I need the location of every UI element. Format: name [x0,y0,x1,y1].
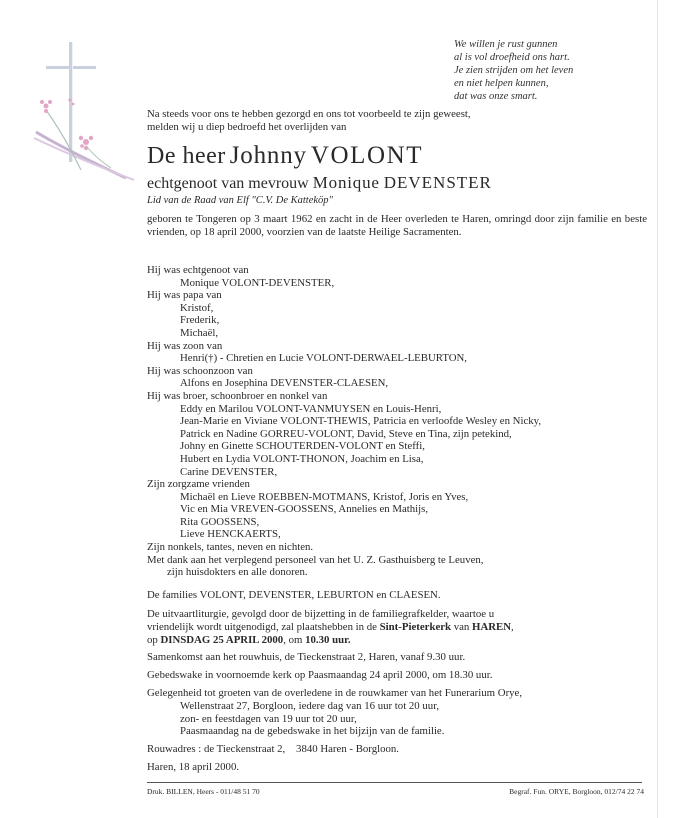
intro-line: melden wij u diep bedroefd het overlijden van [147,120,347,133]
mourning-address [147,743,647,756]
poem-line: al is vol droefheid ons hart. [454,52,570,63]
funeral-text: van [451,620,473,633]
funeral-date: DINSDAG 25 APRIL 2000 [160,633,284,646]
intro-line: Na steeds voor ons te hebben gezorgd en ons tot voorbeeld te zijn geweest, [147,108,471,120]
place-name: HAREN [472,620,512,633]
page-edge [657,0,658,818]
gathering-line: Samenkomst aan het rouwhuis, de Tieckenstraat 2, Haren, vanaf 9.30 uur. [147,651,466,664]
family-line: Monique VOLONT-DEVENSTER, [180,276,335,289]
family-line: zijn huisdokters en alle donoren. [167,566,308,579]
visitation-line: zon- en feestdagen van 19 uur tot 20 uur, [180,712,357,725]
spouse-first-name: Monique [312,173,380,192]
funeral-time: 10.30 uur. [305,633,351,646]
poem [454,38,573,103]
visitation-line: Wellenstraat 27, Borgloon, iedere dag van 16 uur tot 20 uur, [180,699,440,712]
deceased-name [147,142,423,170]
family-line: Frederik, [180,314,220,327]
address-city: 3840 Haren - Borgloon. [296,743,400,756]
family-list [147,264,647,579]
funeral-line: De uitvaartliturgie, gevolgd door de bijzetting in de familiegrafkelder, waartoe u [147,608,495,620]
intro [147,108,647,134]
spouse-name [147,173,492,193]
poem-line: en niet helpen kunnen, [454,78,549,89]
family-line: Hubert en Lydia VOLONT-THONON, Joachim en Lisa, [180,452,424,465]
funeral-text: , om [283,633,306,646]
families-line: De families VOLONT, DEVENSTER, LEBURTON en CLAESEN. [147,589,441,601]
family-line: Hij was zoon van [147,339,223,352]
family-line: Eddy en Marilou VOLONT-VANMUYSEN en Louis-Henri, [180,402,442,415]
family-line: Patrick en Nadine GORREU-VOLONT, David, Steve en Tina, zijn petekind, [180,427,512,440]
spouse-last-name: DEVENSTER [383,173,492,192]
family-line: Henri(†) - Chretien en Lucie VOLONT-DERWAEL-LEBURTON, [180,352,468,365]
family-line: Johny en Ginette SCHOUTERDEN-VOLONT en Steffi, [180,440,425,453]
family-line: Vic en Mia VREVEN-GOOSSENS, Annelies en Mathijs, [180,503,429,516]
footer-divider [147,782,642,783]
deceased-prefix: De heer [147,143,226,169]
address-label: Rouwadres : de Tieckenstraat 2, [147,743,286,756]
date-place: Haren, 18 april 2000. [147,760,240,773]
family-line: Hij was echtgenoot van [147,264,249,276]
poem-line: dat was onze smart. [454,91,538,102]
poem-line: Je zien strijden om het leven [454,65,574,76]
family-line: Zijn zorgzame vrienden [147,478,250,491]
family-line: Lieve HENCKAERTS, [180,528,281,541]
deceased-first-name: Johnny [229,142,307,169]
funeral-text: op [147,633,161,646]
spouse-prefix: echtgenoot van mevrouw [147,175,309,192]
funeral-line [147,621,647,634]
funeral-text: , [511,620,514,633]
funeral-home-credit: Begraf. Fun. ORYE, Borgloon, 012/74 22 74 [509,787,644,796]
visitation-line: Gelegenheid tot groeten van de overledene in de rouwkamer van het Funerarium Orye, [147,686,523,699]
family-line: Jean-Marie en Viviane VOLONT-THEWIS, Patricia en verloofde Wesley en Nicky, [180,415,542,428]
family-line: Kristof, [180,301,214,314]
printer-credit: Druk. BILLEN, Heers - 011/48 51 70 [147,787,260,796]
family-line: Zijn nonkels, tantes, neven en nichten. [147,541,314,554]
vigil-line: Gebedswake in voornoemde kerk op Paasmaandag 24 april 2000, om 18.30 uur. [147,669,493,682]
family-line: Michaël, [180,326,219,339]
birth-death-text: geboren te Tongeren op 3 maart 1962 en zacht in de Heer overleden te Haren, omringd door zijn familie en beste vrienden, op 18 april 2000, voorzien van de laatste Heilige Sacramenten. [147,213,647,238]
funeral-info [147,608,647,774]
visitation-line: Paasmaandag na de gebedswake in het bijzijn van de familie. [180,725,445,738]
funeral-text: vriendelijk wordt uitgenodigd, zal plaatshebben in de [147,620,380,633]
funeral-line [147,634,647,647]
church-name: Sint-Pieterkerk [379,620,452,633]
club-membership: Lid van de Raad van Elf "C.V. De Katteköp" [147,195,333,206]
family-line: Hij was papa van [147,289,222,302]
family-line: Rita GOOSSENS, [180,515,260,528]
family-line: Carine DEVENSTER, [180,465,278,478]
family-line: Hij was broer, schoonbroer en nonkel van [147,389,328,402]
poem-line: We willen je rust gunnen [454,39,558,50]
family-line: Michaël en Lieve ROEBBEN-MOTMANS, Kristof, Joris en Yves, [180,490,469,503]
cross-with-flowers-icon [26,40,136,190]
family-line: Hij was schoonzoon van [147,364,253,377]
deceased-last-name: VOLONT [310,142,424,169]
family-line: Met dank aan het verplegend personeel van het U. Z. Gasthuisberg te Leuven, [147,553,484,566]
family-line: Alfons en Josephina DEVENSTER-CLAESEN, [180,377,389,390]
